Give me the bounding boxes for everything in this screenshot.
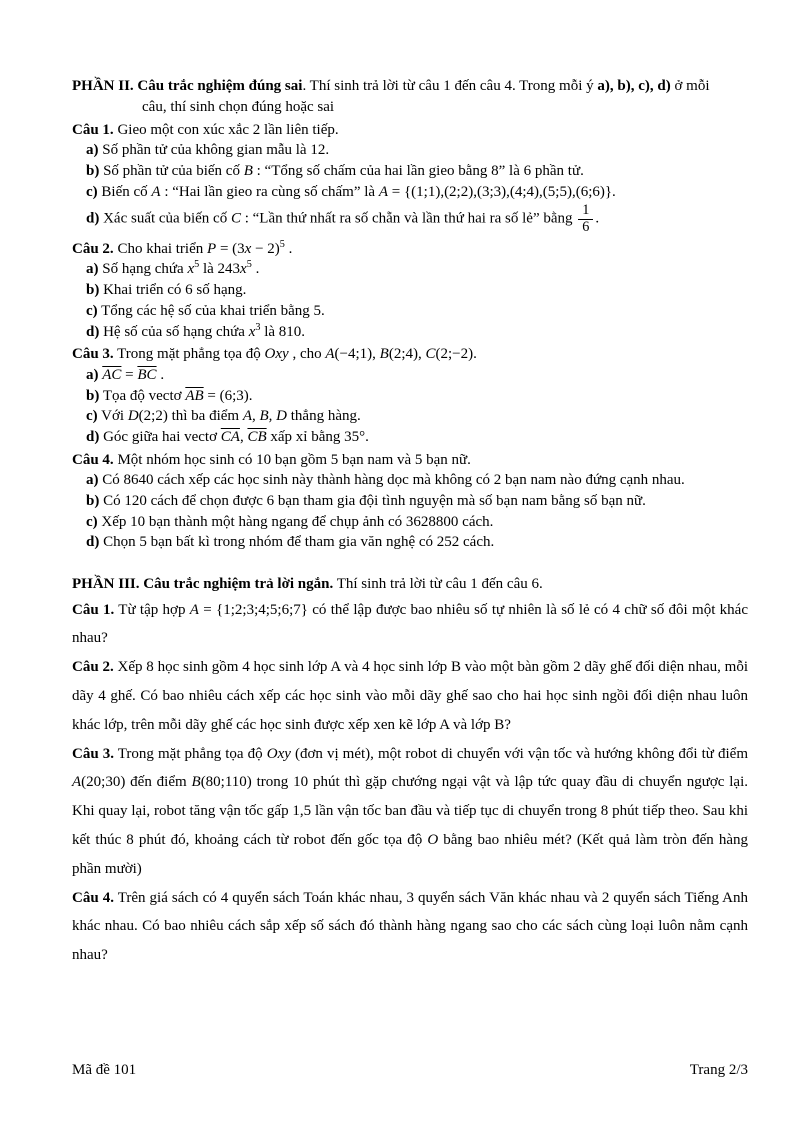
part2-q1-item-a: a) Số phần tử của không gian mẫu là 12. <box>86 142 330 159</box>
part2-q2-stem: Câu 2. Cho khai triển $P = (3x - 2)^5$ . <box>72 238 293 257</box>
part2-question-4 <box>72 450 748 553</box>
part2-q3-item-d: d) Góc giữa hai vectơ $\overline{CA}$, $\overline{CB}$ xấp xỉ bằng 35°. <box>86 428 369 445</box>
part2-q4-item-c: c) Xếp 10 bạn thành một hàng ngang để chụp ảnh có 3628800 cách. <box>86 513 494 530</box>
part2-q4-item-a: a) Có 8640 cách xếp các học sinh này thành hàng dọc mà không có 2 bạn nam nào đứng cạnh nhau. <box>86 472 685 489</box>
part2-q1-item-d: d) Xác suất của biến cố C : “Lần thứ nhất ra số chẵn và lần thứ hai ra số lẻ” bằng $\frac{1}{6}$ . <box>86 202 600 236</box>
part3-question-1: Câu 1. Từ tập hợp A = {1;2;3;4;5;6;7} có thể lập được bao nhiêu số tự nhiên là số lẻ có 4 chữ số đôi một khác nhau? <box>72 601 748 647</box>
part2-q2-item-a: a) Số hạng chứa $x^5$ là $243x^5$ . <box>86 259 260 278</box>
part2-question-1 <box>72 120 748 237</box>
part2-q3-item-a: a) $\overline{AC} = \overline{BC}$ . <box>86 366 165 383</box>
part2-heading: PHẦN II. Câu trắc nghiệm đúng sai. Thí sinh trả lời từ câu 1 đến câu 4. Trong mỗi ý a), b), c), d) ở mỗi <box>72 78 710 94</box>
part3-question-3: Câu 3. Trong mặt phẳng tọa độ Oxy (đơn vị mét), một robot di chuyển với vận tốc và hướng không đổi từ điểm A(20;30) đến điểm B(80;110) trong 10 phút thì gặp chướng ngại vật và lập tức quay đầu di chuyển ngược lại. Khi quay lại, robot tăng vận tốc gấp 1,5 lần vận tốc ban đầu và tiếp tục di chuyển trong 8 phút tiếp theo. Sau khi kết thúc 8 phút đó, khoảng cách từ robot đến gốc tọa độ O bằng bao nhiêu mét? (Kết quả làm tròn đến hàng phần mười) <box>72 745 748 877</box>
part3-question-2: Câu 2. Xếp 8 học sinh gồm 4 học sinh lớp A và 4 học sinh lớp B vào một bàn gồm 2 dãy ghế đối diện nhau, mỗi dãy 4 ghế. Có bao nhiêu cách xếp các học sinh vào mỗi dãy ghế sao cho hai học sinh ngồi đối diện nhau luôn khác lớp, trên mỗi dãy ghế các học sinh được xếp xen kẽ lớp A và lớp B? <box>72 659 748 733</box>
part2-q2-item-c: c) Tổng các hệ số của khai triển bằng 5. <box>86 302 325 319</box>
part2-question-2 <box>72 239 748 342</box>
part2-q4-item-b: b) Có 120 cách để chọn được 6 bạn tham gia đội tình nguyện mà số bạn nam bằng số bạn nữ. <box>86 493 646 510</box>
part2-q1-item-b: b) Số phần tử của biến cố B : “Tổng số chấm của hai lần gieo bằng 8” là 6 phần tử. <box>86 163 584 180</box>
section-part3 <box>72 573 748 970</box>
part2-q4-item-d: d) Chọn 5 bạn bất kì trong nhóm để tham gia văn nghệ có 252 cách. <box>86 534 495 551</box>
exam-code-label: Mã đề 101 <box>72 1061 137 1078</box>
part3-question-4: Câu 4. Trên giá sách có 4 quyển sách Toán khác nhau, 3 quyển sách Văn khác nhau và 2 quyển sách Tiếng Anh khác nhau. Có bao nhiêu cách sắp xếp số sách đó thành hàng ngang sao cho các sách cùng loại luôn nằm cạnh nhau? <box>72 889 748 964</box>
page-footer <box>72 1061 748 1081</box>
part3-heading: PHẦN III. Câu trắc nghiệm trả lời ngắn. Thí sinh trả lời từ câu 1 đến câu 6. <box>72 576 543 593</box>
section-part2 <box>72 76 748 553</box>
part2-q3-stem: Câu 3. Trong mặt phẳng tọa độ Oxy , cho A(−4;1), B(2;4), C(2;−2). <box>72 346 477 363</box>
part2-q1-stem: Câu 1. Gieo một con xúc xắc 2 lần liên tiếp. <box>72 121 339 138</box>
part2-q3-item-c: c) Với D(2;2) thì ba điểm A, B, D thẳng hàng. <box>86 408 361 425</box>
part2-question-3 <box>72 344 748 447</box>
part2-heading-continuation: câu, thí sinh chọn đúng hoặc sai <box>142 99 335 115</box>
page-number-label: Trang 2/3 <box>689 1061 748 1078</box>
part2-q3-item-b: b) Tọa độ vectơ $\overline{AB}$ = (6;3). <box>86 387 253 404</box>
part2-q2-item-d: d) Hệ số của số hạng chứa $x^3$ là 810. <box>86 321 306 340</box>
part2-q2-item-b: b) Khai triển có 6 số hạng. <box>86 282 247 299</box>
part2-q1-item-c: c) Biến cố A : “Hai lần gieo ra cùng số chấm” là A = {(1;1),(2;2),(3;3),(4;4),(5;5),(6;6)}. <box>86 183 616 200</box>
part2-q4-stem: Câu 4. Một nhóm học sinh có 10 bạn gồm 5 bạn nam và 5 bạn nữ. <box>72 451 471 468</box>
